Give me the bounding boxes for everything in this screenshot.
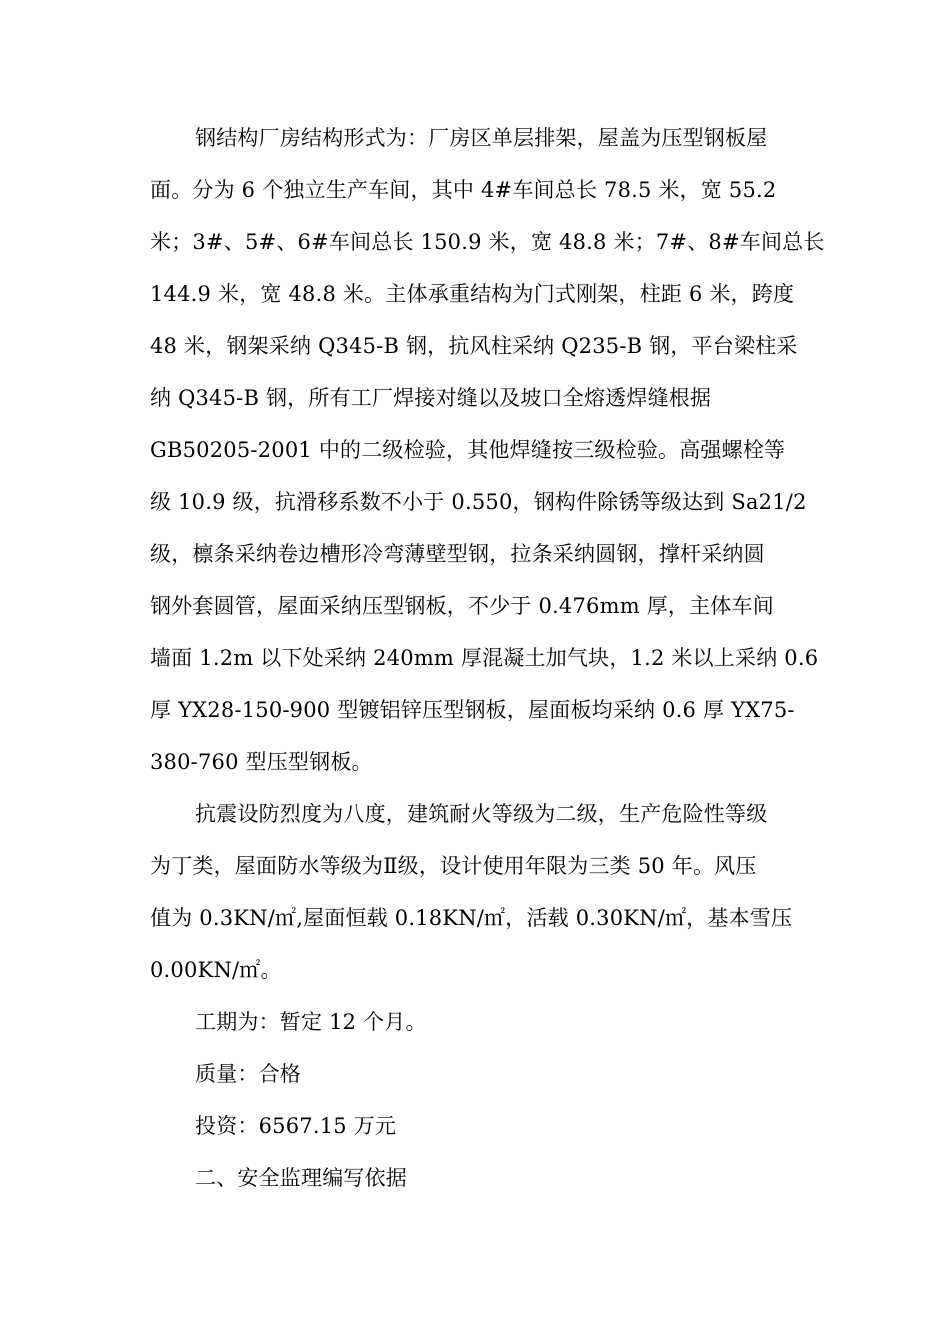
quality-text: 质量：合格 [195, 1062, 301, 1086]
paragraph-1-line-10: 钢外套圆管，屋面采纳压型钢板，不少于 0.476mm 厚，主体车间 [150, 594, 774, 618]
paragraph-1-line-12: 厚 YX28-150-900 型镀铝锌压型钢板，屋面板均采纳 0.6 厚 YX75- [150, 698, 795, 722]
paragraph-2-line-4: 0.00KN/㎡。 [150, 958, 282, 982]
paragraph-1-line-8: 级 10.9 级，抗滑移系数不小于 0.550，钢构件除锈等级达到 Sa21/2 [150, 490, 807, 514]
paragraph-1-line-3: 米；3#、5#、6#车间总长 150.9 米，宽 48.8 米；7#、8#车间总长 [150, 230, 825, 254]
paragraph-1-line-13: 380-760 型压型钢板。 [150, 750, 373, 774]
paragraph-1-line-11: 墙面 1.2m 以下处采纳 240mm 厚混凝土加气块，1.2 米以上采纳 0.6 [150, 646, 819, 670]
paragraph-2-line-1: 抗震设防烈度为八度，建筑耐火等级为二级，生产危险性等级 [195, 802, 768, 826]
paragraph-1-line-9: 级，檩条采纳卷边槽形冷弯薄壁型钢，拉条采纳圆钢，撑杆采纳圆 [150, 542, 765, 566]
paragraph-1-line-4: 144.9 米，宽 48.8 米。主体承重结构为门式刚架，柱距 6 米，跨度 [150, 282, 795, 306]
paragraph-2-line-2: 为丁类，屋面防水等级为Ⅱ级，设计使用年限为三类 50 年。风压 [150, 854, 757, 878]
paragraph-1-line-1: 钢结构厂房结构形式为：厂房区单层排架，屋盖为压型钢板屋 [195, 126, 768, 150]
section-heading: 二、安全监理编写依据 [195, 1166, 407, 1190]
paragraph-1-line-6: 纳 Q345-B 钢，所有工厂焊接对缝以及坡口全熔透焊缝根据 [150, 386, 712, 410]
paragraph-1-line-2: 面。分为 6 个独立生产车间，其中 4#车间总长 78.5 米，宽 55.2 [150, 178, 777, 202]
paragraph-1-line-5: 48 米，钢架采纳 Q345-B 钢，抗风柱采纳 Q235-B 钢，平台梁柱采 [150, 334, 798, 358]
investment-text: 投资：6567.15 万元 [195, 1114, 397, 1138]
duration-text: 工期为：暂定 12 个月。 [195, 1010, 427, 1034]
paragraph-1-line-7: GB50205-2001 中的二级检验，其他焊缝按三级检验。高强螺栓等 [150, 438, 786, 462]
paragraph-2-line-3: 值为 0.3KN/㎡,屋面恒载 0.18KN/㎡，活载 0.30KN/㎡，基本雪压 [150, 906, 793, 930]
